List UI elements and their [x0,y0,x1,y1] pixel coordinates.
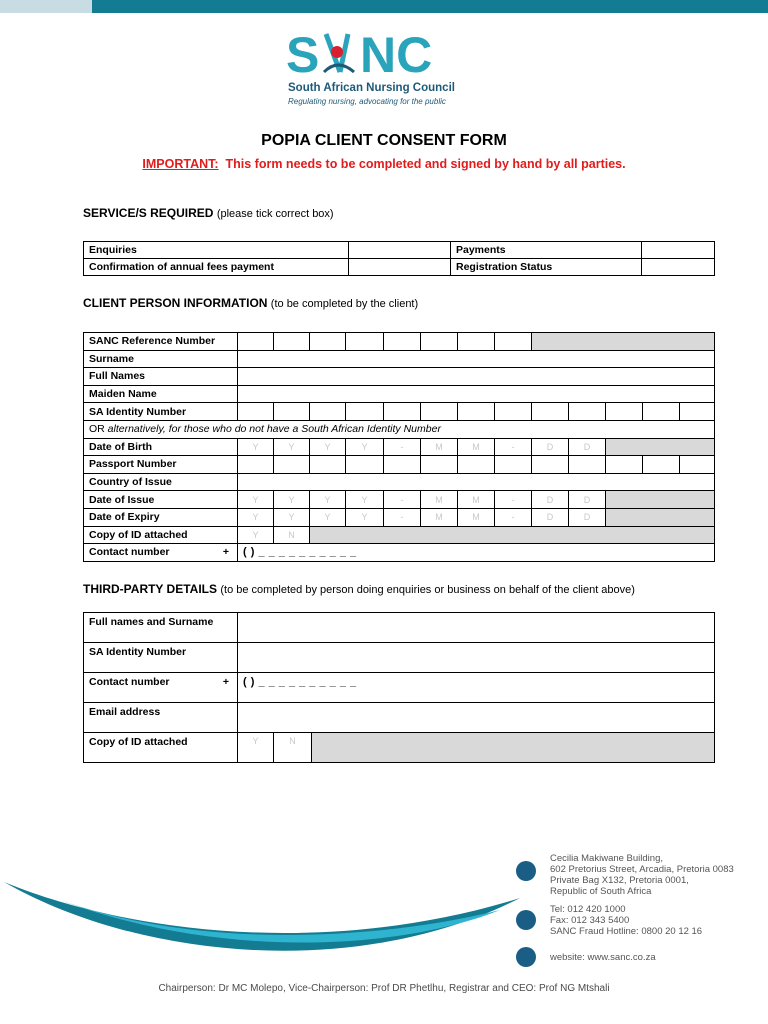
alternative-note [84,420,715,438]
copy-id-shaded [310,526,715,544]
alt-prefix: OR [89,423,105,436]
client-heading-text: CLIENT PERSON INFORMATION [83,296,268,310]
sa-id-digit[interactable] [680,403,715,421]
label-expiry-date: Date of Expiry [84,508,238,526]
svg-text:NC: NC [360,28,433,80]
dob-cell[interactable]: D [569,438,606,456]
sa-id-digit[interactable] [495,403,532,421]
sanc-ref-digit[interactable] [384,333,421,351]
chairperson-line: Chairperson: Dr MC Molepo, Vice-Chairperson: Prof DR Phetlhu, Registrar and CEO: Prof NG Mtshali [158,983,610,994]
tp-sa-id-field[interactable] [238,643,715,673]
services-table [83,241,715,276]
issue-cell: - [384,491,421,509]
third-party-heading-text: THIRD-PARTY DETAILS [83,582,217,596]
label-tp-copy-id: Copy of ID attached [84,733,238,763]
passport-digit[interactable] [421,456,458,474]
label-copy-id: Copy of ID attached [84,526,238,544]
passport-digit[interactable] [532,456,569,474]
tp-phone-template: ( ) _ _ _ _ _ _ _ _ _ _ [243,676,357,688]
sanc-ref-digit[interactable] [274,333,310,351]
issue-cell[interactable]: D [532,491,569,509]
contact-number-field[interactable] [238,544,715,562]
passport-digit[interactable] [458,456,495,474]
expiry-cell[interactable]: D [569,508,606,526]
expiry-cell[interactable]: Y [346,508,384,526]
passport-digit[interactable] [384,456,421,474]
label-country: Country of Issue [84,473,238,491]
label-sanc-ref: SANC Reference Number [84,333,238,351]
form-title: POPIA CLIENT CONSENT FORM [261,132,507,149]
address-line: Cecilia Makiwane Building, [550,853,663,864]
service-annual-fees: Confirmation of annual fees payment [84,259,349,276]
sa-id-digit[interactable] [606,403,643,421]
full-names-field[interactable] [238,368,715,386]
sa-id-digit[interactable] [274,403,310,421]
address-line: Private Bag X132, Pretoria 0001, [550,875,689,886]
issue-cell[interactable]: D [569,491,606,509]
issue-cell[interactable]: Y [310,491,346,509]
dob-cell[interactable]: M [421,438,458,456]
mail-icon [516,861,536,881]
council-tagline: Regulating nursing, advocating for the public [288,97,446,106]
dob-cell[interactable]: D [532,438,569,456]
dob-cell[interactable]: Y [238,438,274,456]
footer-swoosh [0,870,540,980]
passport-digit[interactable] [346,456,384,474]
tp-copy-id-yes[interactable]: Y [238,733,274,763]
tp-contact-field[interactable] [238,673,715,703]
sanc-ref-digit[interactable] [346,333,384,351]
maiden-name-field[interactable] [238,385,715,403]
label-tp-full-names: Full names and Surname [84,613,238,643]
expiry-cell[interactable]: Y [274,508,310,526]
important-label: IMPORTANT: [142,157,219,171]
sanc-ref-digit[interactable] [458,333,495,351]
sanc-ref-digit[interactable] [421,333,458,351]
svg-text:S: S [286,28,320,80]
passport-digit[interactable] [495,456,532,474]
phone-line: Fax: 012 343 5400 [550,915,630,926]
third-party-table [83,612,715,763]
passport-digit[interactable] [680,456,715,474]
expiry-cell[interactable]: M [458,508,495,526]
issue-cell: - [495,491,532,509]
expiry-shaded [606,508,715,526]
country-field[interactable] [238,473,715,491]
service-enquiries: Enquiries [84,242,349,259]
sanc-logo-mark [286,28,462,80]
dob-cell[interactable]: Y [274,438,310,456]
issue-cell[interactable]: Y [238,491,274,509]
label-sa-id: SA Identity Number [84,403,238,421]
passport-digit[interactable] [606,456,643,474]
label-passport: Passport Number [84,456,238,474]
service-payments-checkbox[interactable] [642,242,715,259]
tp-email-field[interactable] [238,703,715,733]
plus-sign: + [222,546,229,559]
footer-address [550,853,734,897]
issue-cell[interactable]: M [421,491,458,509]
third-party-heading [83,582,635,596]
sanc-ref-digit[interactable] [238,333,274,351]
sa-id-digit[interactable] [421,403,458,421]
surname-field[interactable] [238,350,715,368]
dob-cell[interactable]: M [458,438,495,456]
label-tp-email: Email address [84,703,238,733]
dob-cell: - [384,438,421,456]
tp-contact-label-text: Contact number [89,676,170,688]
service-payments: Payments [451,242,642,259]
address-line: Republic of South Africa [550,886,652,897]
sa-id-digit[interactable] [238,403,274,421]
sanc-logo [286,28,462,108]
dob-cell: - [495,438,532,456]
label-full-names: Full Names [84,368,238,386]
service-registration: Registration Status [451,259,642,276]
services-heading-text: SERVICE/S REQUIRED [83,206,214,220]
label-tp-contact [84,673,238,703]
service-annual-fees-checkbox[interactable] [349,259,451,276]
important-text: This form needs to be completed and signed by hand by all parties. [225,157,626,171]
label-surname: Surname [84,350,238,368]
services-heading [83,206,334,220]
issue-shaded [606,491,715,509]
footer-phones [550,904,702,937]
tp-copy-id-shaded [312,733,715,763]
sa-id-digit[interactable] [569,403,606,421]
expiry-cell: - [384,508,421,526]
passport-digit[interactable] [569,456,606,474]
sanc-ref-digit[interactable] [495,333,532,351]
issue-cell[interactable]: M [458,491,495,509]
issue-cell[interactable]: Y [346,491,384,509]
services-note: (please tick correct box) [216,208,334,220]
service-enquiries-checkbox[interactable] [349,242,451,259]
contact-label-text: Contact number [89,546,170,559]
label-maiden-name: Maiden Name [84,385,238,403]
label-contact-number [84,544,238,562]
sanc-ref-shaded [532,333,715,351]
sa-id-digit[interactable] [384,403,421,421]
copy-id-yes[interactable]: Y [238,526,274,544]
expiry-cell[interactable]: M [421,508,458,526]
alt-text: alternatively, for those who do not have a South African Identity Number [107,423,441,436]
top-banner [0,0,768,13]
expiry-cell[interactable]: Y [310,508,346,526]
copy-id-no[interactable]: N [274,526,310,544]
passport-digit[interactable] [274,456,310,474]
expiry-cell: - [495,508,532,526]
passport-digit[interactable] [310,456,346,474]
globe-icon [516,947,536,967]
label-tp-sa-id: SA Identity Number [84,643,238,673]
dob-cell[interactable]: Y [310,438,346,456]
footer-website: website: www.sanc.co.za [550,952,656,963]
sa-id-digit[interactable] [643,403,680,421]
phone-line: SANC Fraud Hotline: 0800 20 12 16 [550,926,703,937]
issue-cell[interactable]: Y [274,491,310,509]
tp-plus-sign: + [222,676,229,688]
phone-icon [516,910,536,930]
expiry-cell[interactable]: D [532,508,569,526]
label-dob: Date of Birth [84,438,238,456]
tp-full-names-field[interactable] [238,613,715,643]
address-line: 602 Pretorius Street, Arcadia, Pretoria 0083 [550,864,734,875]
expiry-cell[interactable]: Y [238,508,274,526]
client-note: (to be completed by the client) [270,298,419,310]
phone-line: Tel: 012 420 1000 [550,904,626,915]
sa-id-digit[interactable] [346,403,384,421]
sa-id-digit[interactable] [458,403,495,421]
passport-digit[interactable] [643,456,680,474]
sanc-ref-digit[interactable] [310,333,346,351]
sa-id-digit[interactable] [532,403,569,421]
dob-cell[interactable]: Y [346,438,384,456]
service-registration-checkbox[interactable] [642,259,715,276]
client-table [83,332,715,562]
third-party-note: (to be completed by person doing enquiries or business on behalf of the client above) [220,584,635,596]
label-issue-date: Date of Issue [84,491,238,509]
council-name: South African Nursing Council [288,82,455,94]
phone-template: ( ) _ _ _ _ _ _ _ _ _ _ [243,546,357,559]
sa-id-digit[interactable] [310,403,346,421]
important-notice [0,157,768,171]
passport-digit[interactable] [238,456,274,474]
client-heading [83,296,418,310]
dob-shaded [606,438,715,456]
tp-copy-id-no[interactable]: N [274,733,312,763]
